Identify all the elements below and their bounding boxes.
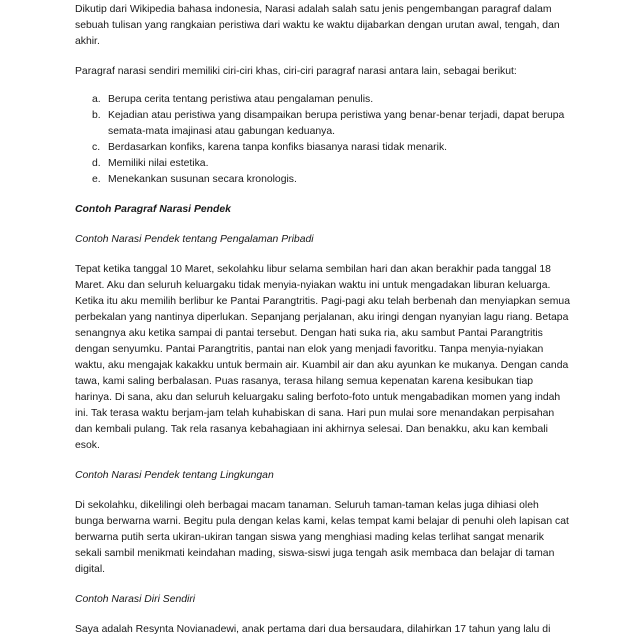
criteria-item: e. Menekankan susunan secara kronologis. [92,174,297,185]
example-body-lingkungan: Di sekolahku, dikelilingi oleh berbagai macam tanaman. Seluruh taman-taman kelas juga dihiasi oleh bunga berwarna warni. Begitu pula dengan kelas kami, kelas tempat kami belajar di penuhi oleh lapisan cat berwarna putih serta ukiran-ukiran tangan siswa yang menghiasi mading kelas terlihat sangat menarik sekali sambil menikmati keindahan mading, siswa-siswi juga tengah asik membaca dan belajar di taman digital. [75,500,569,575]
intro-paragraph: Dikutip dari Wikipedia bahasa indonesia, Narasi adalah salah satu jenis pengembangan paragraf dalam sebuah tulisan yang rangkaian peristiwa dari waktu ke waktu dijabarkan dengan urutan awal, tengah, dan akhir. [75,4,560,47]
example-title-diri-sendiri: Contoh Narasi Diri Sendiri [75,594,196,605]
criteria-item: b. Kejadian atau peristiwa yang disampaikan berupa peristiwa yang benar-benar terjadi, dapat berupa semata-mata imajinasi atau gabungan keduanya. [92,110,565,137]
example-title-pengalaman: Contoh Narasi Pendek tentang Pengalaman Pribadi [75,234,314,245]
criteria-list [75,92,570,188]
criteria-intro: Paragraf narasi sendiri memiliki ciri-ciri khas, ciri-ciri paragraf narasi antara lain, sebagai berikut: [75,66,517,77]
document-page [75,0,570,638]
example-title-lingkungan: Contoh Narasi Pendek tentang Lingkungan [75,470,274,481]
example-body-diri-sendiri: Saya adalah Resynta Novianadewi, anak pertama dari dua bersaudara, dilahirkan 17 tahun yang lalu di [75,624,551,635]
section-title: Contoh Paragraf Narasi Pendek [75,204,231,215]
criteria-item: d. Memiliki nilai estetika. [92,158,209,169]
example-body-pengalaman: Tepat ketika tanggal 10 Maret, sekolahku libur selama sembilan hari dan akan berakhir pada tanggal 18 Maret. Aku dan seluruh keluargaku tidak menyia-nyiakan waktu ini untuk mengadakan liburan keluarga. Ketika itu aku memilih berlibur ke Pantai Parangtritis. Pagi-pagi aku telah berbenah dan menyiapkan semua perbekalan yang nantinya diperlukan. Sepanjang perjalanan, aku iringi dengan nyanyian lagu riang. Betapa senangnya aku ketika sampai di pantai tersebut. Dengan hati suka ria, aku sambut Pantai Parangtritis dengan senyumku. Pantai Parangtritis, pantai nan elok yang menjadi favoritku. Tanpa menyia-nyiakan waktu, aku mengajak kakakku untuk bermain air. Kuambil air dan aku ayunkan ke mukanya. Dengan canda tawa, kami saling berbalasan. Puas rasanya, terasa hilang semua kepenatan karena kesibukan tiap harinya. Di sana, aku dan seluruh keluargaku saling berfoto-foto untuk mengabadikan momen yang indah ini. Tak terasa waktu berjam-jam telah kuhabiskan di sana. Hari pun mulai sore menandakan perpisahan dan kembali pulang. Tak rela rasanya kebahagiaan ini akhirnya selesai. Dan benakku, aku kan kembali esok. [75,264,570,451]
criteria-item: c. Berdasarkan konfiks, karena tanpa konfiks biasanya narasi tidak menarik. [92,142,448,153]
criteria-item: a. Berupa cerita tentang peristiwa atau pengalaman penulis. [92,94,374,105]
